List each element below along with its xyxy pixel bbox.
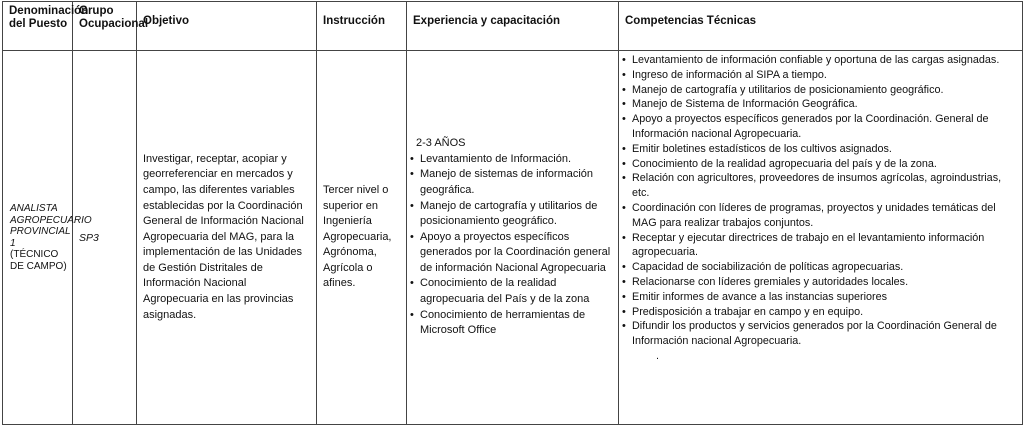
denominacion-title: ANALISTA AGROPECUARIO PROVINCIAL 1 <box>10 203 92 249</box>
list-item: • Difundir los productos y servicios generados por la Coordinación General de Información nacional Agropecuaria. <box>622 319 1019 349</box>
list-item: • Apoyo a proyectos específicos generados por la Coordinación. General de Información nacional Agropecuaria. <box>622 112 1019 142</box>
header-row <box>3 2 1023 51</box>
list-item: • Levantamiento de información confiable y oportuna de las cargas asignadas. <box>622 53 1019 68</box>
list-item: • Coordinación con líderes de programas, proyectos y unidades temáticas del MAG para realizar trabajos conjuntos. <box>622 201 1019 231</box>
list-item: • Manejo de cartografía y utilitarios de posicionamiento geográfico. <box>622 83 1019 98</box>
list-item: • Levantamiento de Información. <box>410 152 615 168</box>
list-item: • Receptar y ejecutar directrices de trabajo en el levantamiento información agropecuaria. <box>622 231 1019 261</box>
denominacion-subtitle: (TÉCNICO DE CAMPO) <box>10 249 67 272</box>
list-item: • Manejo de cartografía y utilitarios de posicionamiento geográfico. <box>410 199 615 230</box>
list-item: • Conocimiento de la realidad agropecuaria del país y de la zona. <box>622 157 1019 172</box>
header-experiencia: Experiencia y capacitación <box>407 2 619 51</box>
cell-grupo: SP3 <box>73 51 137 425</box>
list-item: • Predisposición a trabajar en campo y en equipo. <box>622 305 1019 320</box>
cell-objetivo: Investigar, receptar, acopiar y georreferenciar en mercados y campo, las diferentes variables establecidas por la Coordinación General de Información Nacional Agropecuaria del MAG, para la implementación de las Unidades de Gestión Distritales de Información Nacional Agropecuaria en las provincias asignadas. <box>137 51 317 425</box>
list-item: • Relacionarse con líderes gremiales y autoridades locales. <box>622 275 1019 290</box>
header-instruccion: Instrucción <box>317 2 407 51</box>
list-item: • Manejo de Sistema de Información Geográfica. <box>622 97 1019 112</box>
experiencia-list <box>410 152 615 339</box>
list-item: • Emitir boletines estadísticos de los cultivos asignados. <box>622 142 1019 157</box>
list-item: • Capacidad de sociabilización de políticas agropecuarias. <box>622 260 1019 275</box>
list-item: • Emitir informes de avance a las instancias superiores <box>622 290 1019 305</box>
list-item: • Apoyo a proyectos específicos generados por la Coordinación general de información Nacional Agropecuaria <box>410 230 615 277</box>
cell-experiencia <box>407 51 619 425</box>
header-grupo: Grupo Ocupacional <box>73 2 137 51</box>
list-item: • Manejo de sistemas de información geográfica. <box>410 167 615 198</box>
list-item: • Conocimiento de la realidad agropecuaria del País y de la zona <box>410 276 615 307</box>
header-objetivo: Objetivo <box>137 2 317 51</box>
list-item: • Relación con agricultores, proveedores de insumos agrícolas, agroindustrias, etc. <box>622 171 1019 201</box>
cell-competencias <box>619 51 1023 425</box>
competencias-list <box>622 53 1019 349</box>
list-item: • Ingreso de información al SIPA a tiempo. <box>622 68 1019 83</box>
list-item: • Conocimiento de herramientas de Microsoft Office <box>410 308 615 339</box>
job-profile-table <box>2 1 1023 425</box>
cell-instruccion: Tercer nivel o superior en Ingeniería Agropecuaria, Agrónoma, Agrícola o afines. <box>317 51 407 425</box>
header-denominacion: Denominación del Puesto <box>3 2 73 51</box>
experiencia-titulo: 2-3 AÑOS <box>416 137 466 150</box>
header-competencias: Competencias Técnicas <box>619 2 1023 51</box>
trailing-dot: . <box>656 349 659 362</box>
data-row <box>3 51 1023 425</box>
